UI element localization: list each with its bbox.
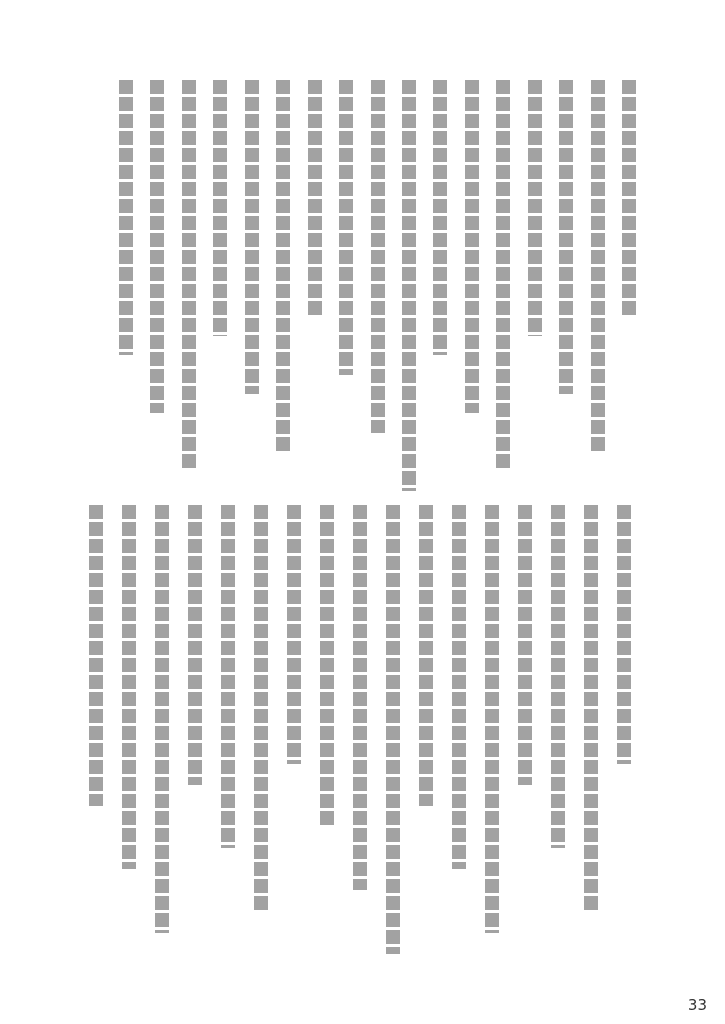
text-column: [419, 505, 433, 806]
text-column: [518, 505, 532, 785]
text-column: [353, 505, 367, 890]
text-column: [276, 80, 290, 452]
text-column: [551, 505, 565, 848]
text-column: [559, 80, 573, 394]
text-column: [622, 80, 636, 317]
upper-text-block: [110, 80, 645, 510]
text-column: [496, 80, 510, 471]
page-number: 33: [687, 996, 707, 1014]
text-column: [89, 505, 103, 806]
text-column: [402, 80, 416, 491]
text-column: [182, 80, 196, 471]
text-column: [308, 80, 322, 317]
text-column: [386, 505, 400, 954]
text-column: [254, 505, 268, 912]
text-column: [617, 505, 631, 764]
text-column: [528, 80, 542, 336]
text-column: [452, 505, 466, 869]
lower-text-block: [80, 505, 640, 975]
text-column: [465, 80, 479, 413]
text-column: [371, 80, 385, 433]
text-column: [433, 80, 447, 355]
text-column: [122, 505, 136, 869]
text-column: [339, 80, 353, 375]
text-column: [221, 505, 235, 848]
text-column: [591, 80, 605, 452]
text-column: [150, 80, 164, 413]
text-column: [155, 505, 169, 933]
text-column: [485, 505, 499, 933]
text-column: [188, 505, 202, 785]
text-column: [119, 80, 133, 355]
text-column: [287, 505, 301, 764]
text-column: [320, 505, 334, 827]
text-column: [245, 80, 259, 394]
text-column: [213, 80, 227, 336]
text-column: [584, 505, 598, 912]
